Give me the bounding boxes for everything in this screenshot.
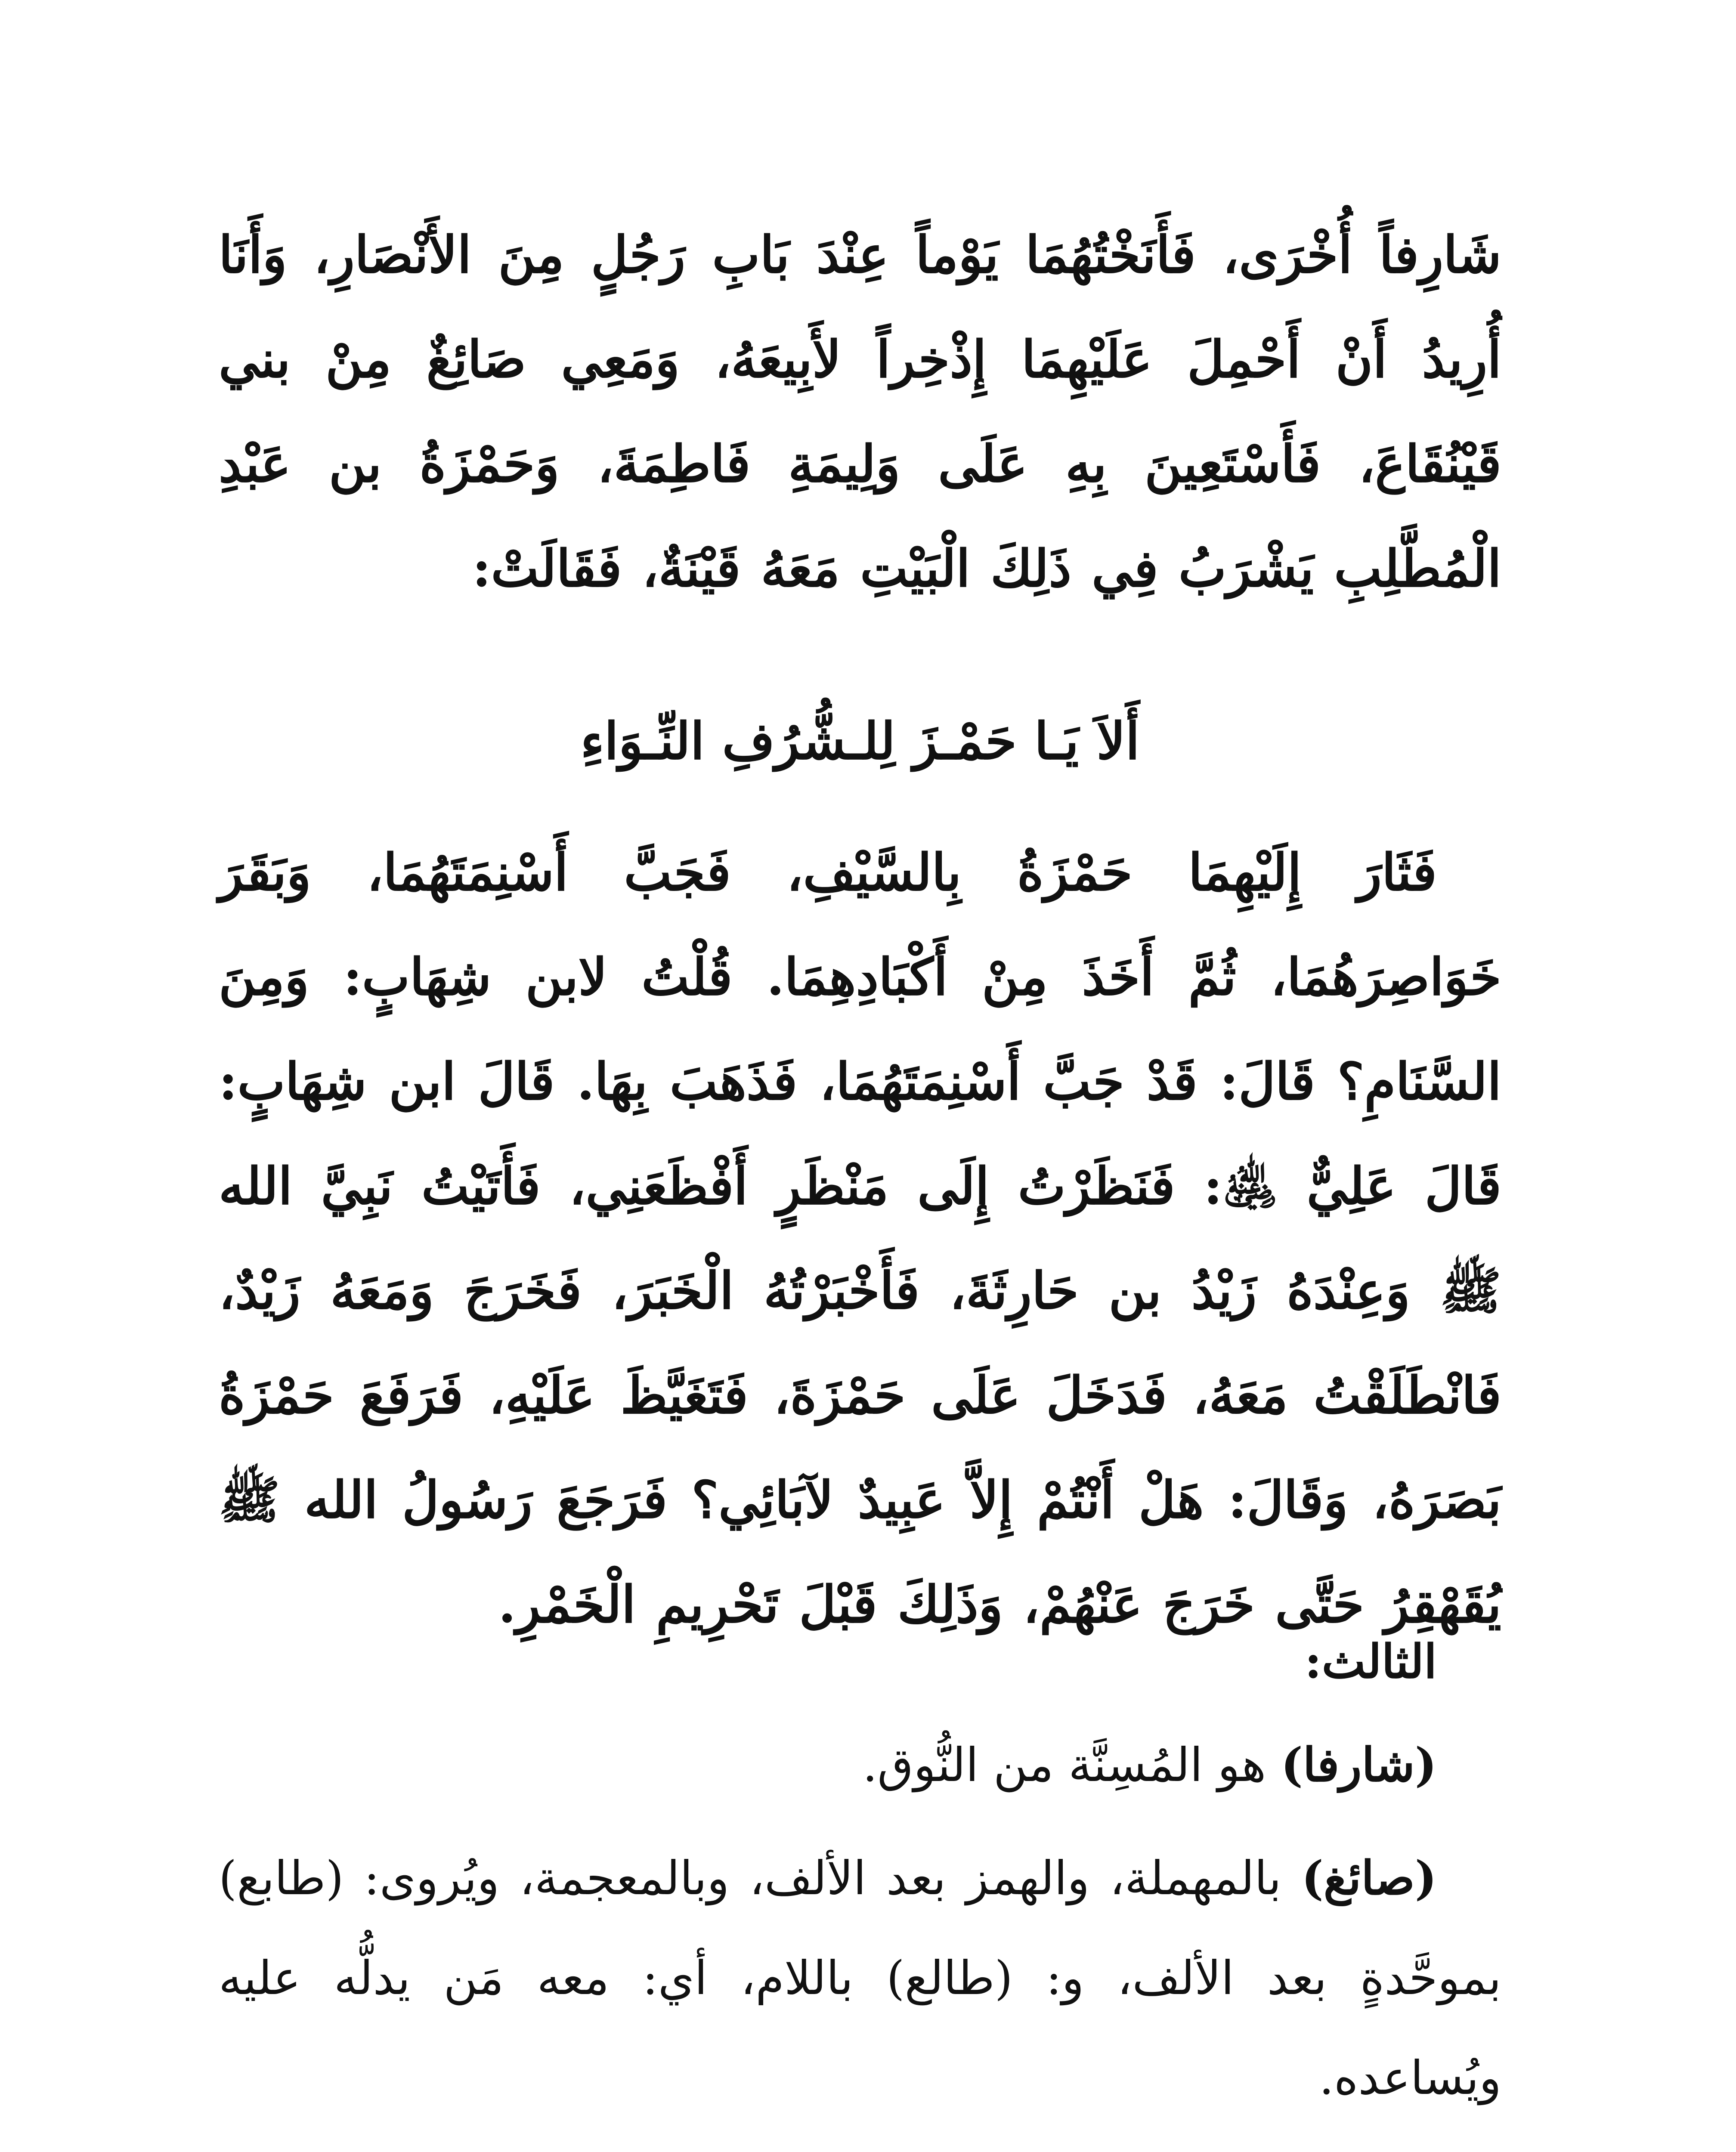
commentary-body	[219, 1715, 1501, 2152]
commentary-item	[219, 1828, 1501, 2128]
hadith-paragraph-1	[219, 202, 1501, 621]
commentary-term: (شارفا)	[1281, 1738, 1437, 1792]
hadith-paragraph-2	[219, 820, 1501, 1657]
commentary-item	[219, 2141, 1501, 2152]
commentary-explanation: هو المُسِنَّة من النُّوق.	[862, 1738, 1281, 1792]
commentary-term: (صائغ)	[1301, 1851, 1437, 1905]
verse-line	[219, 689, 1501, 793]
commentary-item	[219, 1715, 1501, 1815]
commentary-heading-text: الثالث:	[1304, 1635, 1437, 1689]
commentary-explanation: بالمهملة، والهمز بعد الألف، وبالمعجمة، ويُروى: (طابع) بموحَّدةٍ بعد الألف، و: (طالع) باللام، أي: معه مَن يدلُّه عليه ويُساعده.	[219, 1852, 1501, 2105]
verse-text: أَلاَ يَـا حَمْـزَ لِلـشُّرُفِ النِّـوَاءِ	[580, 711, 1140, 771]
paragraph-1-text: شَارِفاً أُخْرَى، فَأَنَخْتُهُمَا يَوْماً عِنْدَ بَابِ رَجُلٍ مِنَ الأَنْصَارِ، وَأَنَا أُرِيدُ أَنْ أَحْمِلَ عَلَيْهِمَا إِذْخِراً لأَبِيعَهُ، وَمَعِي صَائِغٌ مِنْ بني قَيْنُقَاعَ، فَأَسْتَعِينَ بِهِ عَلَى وَلِيمَةِ فَاطِمَةَ، وَحَمْزَةُ بن عَبْدِ الْمُطَّلِبِ يَشْرَبُ فِي ذَلِكَ الْبَيْتِ مَعَهُ قَيْنَةٌ، فَقَالَتْ:	[219, 225, 1501, 598]
commentary-heading	[219, 1612, 1501, 1725]
paragraph-2-text: فَثَارَ إِلَيْهِمَا حَمْزَةُ بِالسَّيْفِ، فَجَبَّ أَسْنِمَتَهُمَا، وَبَقَرَ خَوَاصِرَهُمَا، ثُمَّ أَخَذَ مِنْ أَكْبَادِهِمَا. قُلْتُ لابن شِهَابٍ: وَمِنَ السَّنَامِ؟ قَالَ: قَدْ جَبَّ أَسْنِمَتَهُمَا، فَذَهَبَ بِهَا. قَالَ ابن شِهَابٍ: قَالَ عَلِيٌّ ﵁: فَنَظَرْتُ إِلَى مَنْظَرٍ أَفْظَعَنِي، فَأَتَيْتُ نَبِيَّ الله ﷺ وَعِنْدَهُ زَيْدُ بن حَارِثَةَ، فَأَخْبَرْتُهُ الْخَبَرَ، فَخَرَجَ وَمَعَهُ زَيْدٌ، فَانْطَلَقْتُ مَعَهُ، فَدَخَلَ عَلَى حَمْزَةَ، فَتَغَيَّظَ عَلَيْهِ، فَرَفَعَ حَمْزَةُ بَصَرَهُ، وَقَالَ: هَلْ أَنْتُمْ إِلاَّ عَبِيدٌ لآبَائِي؟ فَرَجَعَ رَسُولُ الله ﷺ يُقَهْقِرُ حَتَّى خَرَجَ عَنْهُمْ، وَذَلِكَ قَبْلَ تَحْرِيمِ الْخَمْرِ.	[219, 842, 1501, 1634]
